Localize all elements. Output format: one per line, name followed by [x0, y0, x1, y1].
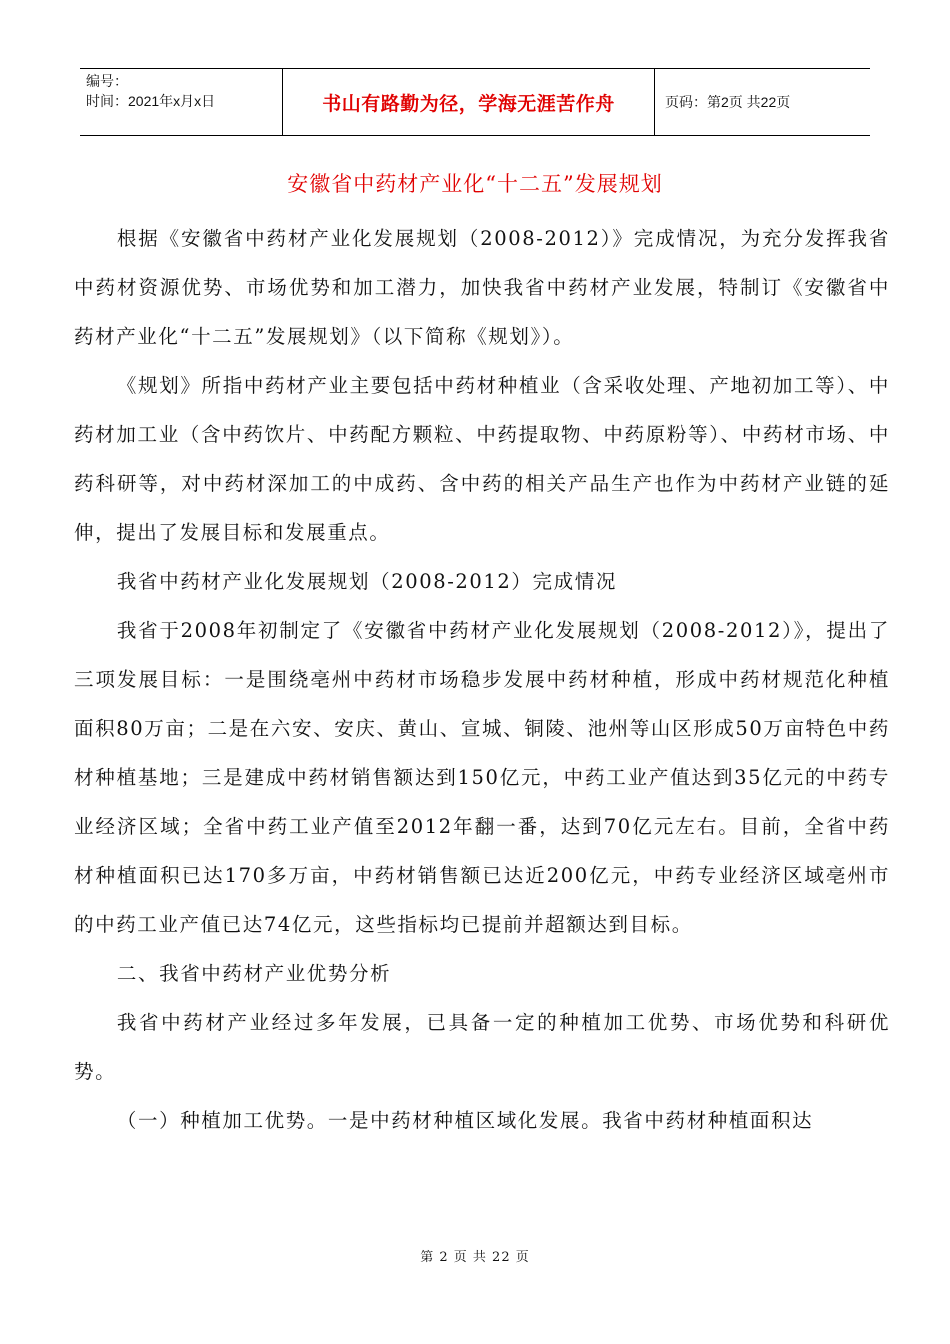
header-meta-cell — [80, 69, 282, 135]
header-motto-cell — [282, 69, 655, 135]
date-text: 时间：2021年x月x日 — [86, 93, 216, 109]
paragraph: 我省于2008年初制定了《安徽省中药材产业化发展规划（2008-2012）》，提出了三项发展目标：一是围绕亳州中药材市场稳步发展中药材种植，形成中药材规范化种植面积80万亩；二是在六安、安庆、黄山、宣城、铜陵、池州等山区形成50万亩特色中药材种植基地；三是建成中药材销售额达到150亿元，中药工业产值达到35亿元的中药专业经济区域；全省中药工业产值至2012年翻一番，达到70亿元左右。目前，全省中药材种植面积已达170多万亩，中药材销售额已达近200亿元，中药专业经济区域亳州市的中药工业产值已达74亿元，这些指标均已提前并超额达到目标。 — [74, 619, 890, 936]
section-heading: 二、我省中药材产业优势分析 — [116, 962, 392, 985]
paragraph: 我省中药材产业化发展规划（2008-2012）完成情况 — [116, 570, 617, 593]
paragraph: （一）种植加工优势。一是中药材种植区域化发展。我省中药材种植面积达 — [116, 1109, 814, 1132]
serial-number-label: 编号： — [86, 73, 128, 89]
paragraph: 《规划》所指中药材产业主要包括中药材种植业（含采收处理、产地初加工等）、中药材加工业（含中药饮片、中药配方颗粒、中药提取物、中药原粉等）、中药材市场、中药科研等，对中药材深加工的中成药、含中药的相关产品生产也作为中药材产业链的延伸，提出了发展目标和发展重点。 — [74, 374, 890, 544]
header-table — [80, 68, 870, 136]
page-footer: 第 2 页 共 22 页 — [420, 1250, 530, 1265]
paragraph: 根据《安徽省中药材产业化发展规划（2008-2012）》完成情况，为充分发挥我省中药材资源优势、市场优势和加工潜力，加快我省中药材产业发展，特制订《安徽省中药材产业化“十二五”发展规划》（以下简称《规划》）。 — [74, 227, 890, 348]
paragraph: 我省中药材产业经过多年发展，已具备一定的种植加工优势、市场优势和科研优势。 — [74, 1011, 890, 1083]
page-info-text: 页码：第2页 共22页 — [665, 94, 791, 110]
document-title: 安徽省中药材产业化“十二五”发展规划 — [287, 172, 663, 196]
document-body — [74, 214, 890, 1145]
motto-text: 书山有路勤为径，学海无涯苦作舟 — [322, 92, 615, 115]
header-page-cell — [655, 69, 870, 135]
